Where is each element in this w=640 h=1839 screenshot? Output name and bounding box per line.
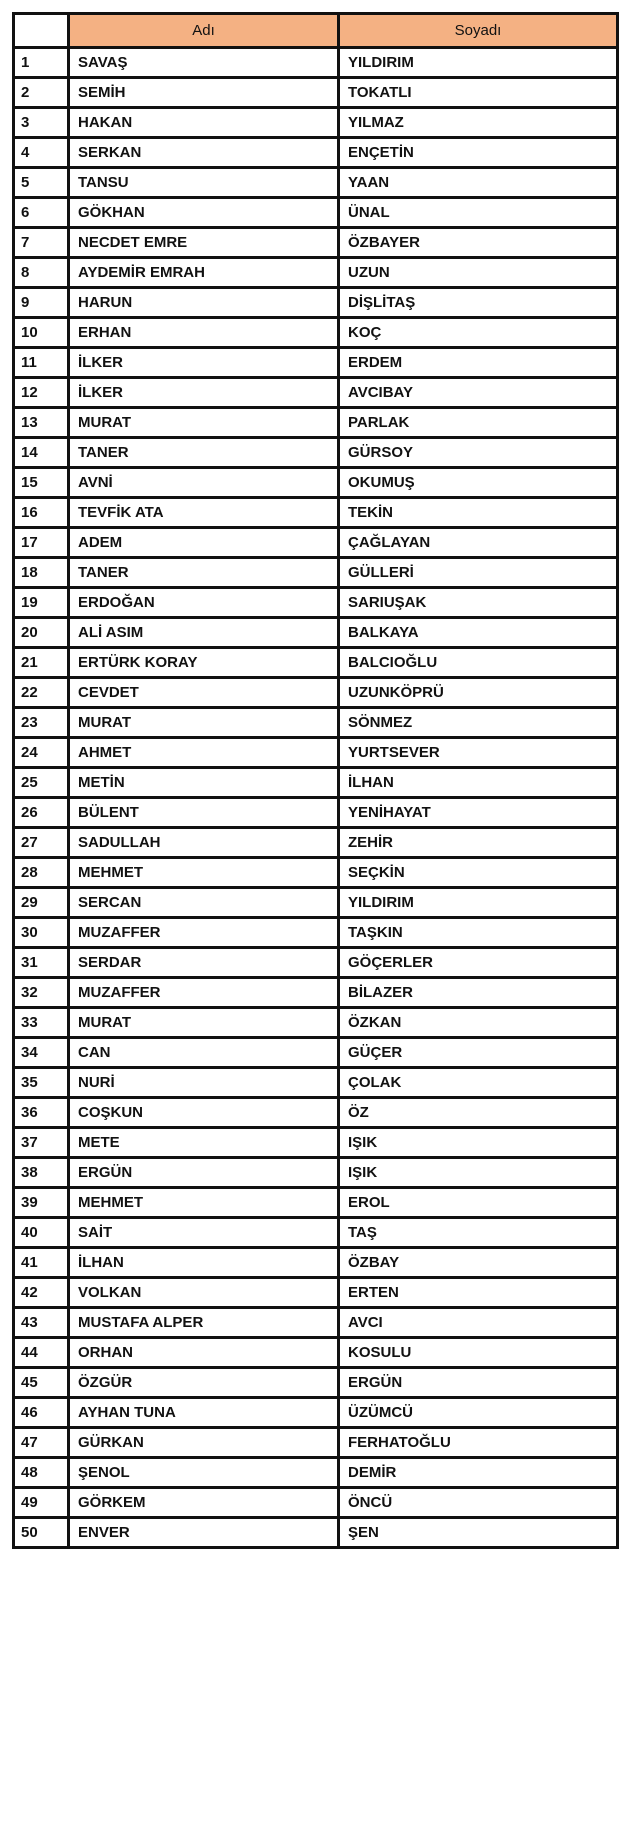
name-cell: MUSTAFA ALPER — [69, 1308, 339, 1338]
surname-cell: ERDEM — [339, 348, 618, 378]
table-row — [14, 1308, 618, 1338]
row-number-cell: 9 — [14, 288, 69, 318]
surname-cell: ERGÜN — [339, 1368, 618, 1398]
row-number-cell: 46 — [14, 1398, 69, 1428]
roster-table — [12, 12, 619, 1549]
surname-cell: ÖNCÜ — [339, 1488, 618, 1518]
surname-cell: IŞIK — [339, 1158, 618, 1188]
surname-cell: GÜLLERİ — [339, 558, 618, 588]
table-row — [14, 1428, 618, 1458]
roster-body — [14, 48, 618, 1548]
table-row — [14, 708, 618, 738]
surname-cell: GÜRSOY — [339, 438, 618, 468]
table-row — [14, 1458, 618, 1488]
surname-cell: YILMAZ — [339, 108, 618, 138]
surname-cell: UZUNKÖPRÜ — [339, 678, 618, 708]
surname-cell: BİLAZER — [339, 978, 618, 1008]
surname-cell: KOSULU — [339, 1338, 618, 1368]
name-cell: İLKER — [69, 378, 339, 408]
name-cell: SERKAN — [69, 138, 339, 168]
row-number-cell: 48 — [14, 1458, 69, 1488]
surname-cell: ÜZÜMCÜ — [339, 1398, 618, 1428]
name-cell: ERGÜN — [69, 1158, 339, 1188]
surname-cell: YAAN — [339, 168, 618, 198]
surname-cell: YURTSEVER — [339, 738, 618, 768]
row-number-cell: 12 — [14, 378, 69, 408]
row-number-cell: 49 — [14, 1488, 69, 1518]
table-row — [14, 348, 618, 378]
surname-cell: YILDIRIM — [339, 48, 618, 78]
name-cell: TANER — [69, 558, 339, 588]
row-number-cell: 31 — [14, 948, 69, 978]
name-cell: AVNİ — [69, 468, 339, 498]
name-cell: AYDEMİR EMRAH — [69, 258, 339, 288]
table-row — [14, 1248, 618, 1278]
table-row — [14, 1218, 618, 1248]
table-row — [14, 498, 618, 528]
row-number-cell: 6 — [14, 198, 69, 228]
surname-cell: ZEHİR — [339, 828, 618, 858]
table-row — [14, 168, 618, 198]
table-row — [14, 1398, 618, 1428]
table-row — [14, 618, 618, 648]
name-cell: SEMİH — [69, 78, 339, 108]
name-cell: MEHMET — [69, 1188, 339, 1218]
surname-cell: ÖZBAYER — [339, 228, 618, 258]
table-row — [14, 1278, 618, 1308]
table-row — [14, 948, 618, 978]
row-number-cell: 22 — [14, 678, 69, 708]
table-row — [14, 1188, 618, 1218]
row-number-cell: 20 — [14, 618, 69, 648]
row-number-cell: 37 — [14, 1128, 69, 1158]
row-number-cell: 7 — [14, 228, 69, 258]
surname-cell: TAŞ — [339, 1218, 618, 1248]
name-cell: ALİ ASIM — [69, 618, 339, 648]
name-cell: TEVFİK ATA — [69, 498, 339, 528]
row-number-cell: 39 — [14, 1188, 69, 1218]
name-cell: SADULLAH — [69, 828, 339, 858]
name-cell: ŞENOL — [69, 1458, 339, 1488]
row-number-cell: 29 — [14, 888, 69, 918]
name-cell: ORHAN — [69, 1338, 339, 1368]
table-row — [14, 378, 618, 408]
table-row — [14, 1128, 618, 1158]
table-row — [14, 798, 618, 828]
name-cell: ÖZGÜR — [69, 1368, 339, 1398]
surname-cell: ÖZBAY — [339, 1248, 618, 1278]
row-number-cell: 50 — [14, 1518, 69, 1548]
name-cell: AHMET — [69, 738, 339, 768]
table-row — [14, 1008, 618, 1038]
surname-cell: SARIUŞAK — [339, 588, 618, 618]
name-cell: VOLKAN — [69, 1278, 339, 1308]
table-row — [14, 1038, 618, 1068]
row-number-cell: 45 — [14, 1368, 69, 1398]
surname-cell: OKUMUŞ — [339, 468, 618, 498]
row-number-cell: 19 — [14, 588, 69, 618]
table-row — [14, 1518, 618, 1548]
surname-cell: YENİHAYAT — [339, 798, 618, 828]
row-number-cell: 17 — [14, 528, 69, 558]
surname-cell: TAŞKIN — [339, 918, 618, 948]
row-number-cell: 36 — [14, 1098, 69, 1128]
table-row — [14, 918, 618, 948]
name-cell: NURİ — [69, 1068, 339, 1098]
table-row — [14, 978, 618, 1008]
surname-cell: ÇOLAK — [339, 1068, 618, 1098]
row-number-cell: 44 — [14, 1338, 69, 1368]
name-cell: SERCAN — [69, 888, 339, 918]
table-row — [14, 438, 618, 468]
surname-cell: ERTEN — [339, 1278, 618, 1308]
table-row — [14, 738, 618, 768]
name-cell: MURAT — [69, 1008, 339, 1038]
table-row — [14, 768, 618, 798]
table-row — [14, 228, 618, 258]
table-row — [14, 588, 618, 618]
header-name-cell: Adı — [69, 14, 339, 48]
table-row — [14, 1338, 618, 1368]
name-cell: TANER — [69, 438, 339, 468]
row-number-cell: 8 — [14, 258, 69, 288]
surname-cell: TEKİN — [339, 498, 618, 528]
name-cell: HARUN — [69, 288, 339, 318]
surname-cell: İLHAN — [339, 768, 618, 798]
table-row — [14, 648, 618, 678]
surname-cell: SÖNMEZ — [339, 708, 618, 738]
table-row — [14, 1068, 618, 1098]
row-number-cell: 13 — [14, 408, 69, 438]
surname-cell: FERHATOĞLU — [339, 1428, 618, 1458]
name-cell: SERDAR — [69, 948, 339, 978]
table-row — [14, 468, 618, 498]
row-number-cell: 2 — [14, 78, 69, 108]
name-cell: NECDET EMRE — [69, 228, 339, 258]
row-number-cell: 24 — [14, 738, 69, 768]
table-row — [14, 858, 618, 888]
name-cell: MURAT — [69, 408, 339, 438]
row-number-cell: 1 — [14, 48, 69, 78]
name-cell: ENVER — [69, 1518, 339, 1548]
name-cell: ADEM — [69, 528, 339, 558]
table-row — [14, 1368, 618, 1398]
name-cell: HAKAN — [69, 108, 339, 138]
surname-cell: EROL — [339, 1188, 618, 1218]
row-number-cell: 21 — [14, 648, 69, 678]
table-row — [14, 288, 618, 318]
name-cell: MURAT — [69, 708, 339, 738]
surname-cell: YILDIRIM — [339, 888, 618, 918]
row-number-cell: 43 — [14, 1308, 69, 1338]
table-row — [14, 1488, 618, 1518]
name-cell: MUZAFFER — [69, 978, 339, 1008]
row-number-cell: 42 — [14, 1278, 69, 1308]
surname-cell: UZUN — [339, 258, 618, 288]
name-cell: İLHAN — [69, 1248, 339, 1278]
name-cell: SAİT — [69, 1218, 339, 1248]
surname-cell: KOÇ — [339, 318, 618, 348]
name-cell: ERDOĞAN — [69, 588, 339, 618]
table-row — [14, 48, 618, 78]
name-cell: MUZAFFER — [69, 918, 339, 948]
surname-cell: GÜÇER — [339, 1038, 618, 1068]
name-cell: İLKER — [69, 348, 339, 378]
table-row — [14, 138, 618, 168]
row-number-cell: 35 — [14, 1068, 69, 1098]
name-cell: METE — [69, 1128, 339, 1158]
table-row — [14, 108, 618, 138]
row-number-cell: 41 — [14, 1248, 69, 1278]
surname-cell: DİŞLİTAŞ — [339, 288, 618, 318]
row-number-cell: 3 — [14, 108, 69, 138]
table-row — [14, 528, 618, 558]
header-surname-cell: Soyadı — [339, 14, 618, 48]
row-number-cell: 40 — [14, 1218, 69, 1248]
row-number-cell: 15 — [14, 468, 69, 498]
row-number-cell: 25 — [14, 768, 69, 798]
row-number-cell: 28 — [14, 858, 69, 888]
name-cell: COŞKUN — [69, 1098, 339, 1128]
row-number-cell: 4 — [14, 138, 69, 168]
header-row — [14, 14, 618, 48]
surname-cell: BALCIOĞLU — [339, 648, 618, 678]
surname-cell: BALKAYA — [339, 618, 618, 648]
header-number-cell — [14, 14, 69, 48]
name-cell: METİN — [69, 768, 339, 798]
row-number-cell: 27 — [14, 828, 69, 858]
row-number-cell: 26 — [14, 798, 69, 828]
name-cell: GÖRKEM — [69, 1488, 339, 1518]
name-cell: GÜRKAN — [69, 1428, 339, 1458]
table-row — [14, 888, 618, 918]
table-row — [14, 408, 618, 438]
row-number-cell: 23 — [14, 708, 69, 738]
name-cell: ERHAN — [69, 318, 339, 348]
row-number-cell: 38 — [14, 1158, 69, 1188]
name-cell: TANSU — [69, 168, 339, 198]
row-number-cell: 10 — [14, 318, 69, 348]
table-row — [14, 1158, 618, 1188]
name-cell: CAN — [69, 1038, 339, 1068]
name-cell: MEHMET — [69, 858, 339, 888]
name-cell: GÖKHAN — [69, 198, 339, 228]
surname-cell: ÜNAL — [339, 198, 618, 228]
table-row — [14, 1098, 618, 1128]
row-number-cell: 47 — [14, 1428, 69, 1458]
surname-cell: TOKATLI — [339, 78, 618, 108]
row-number-cell: 18 — [14, 558, 69, 588]
row-number-cell: 33 — [14, 1008, 69, 1038]
row-number-cell: 16 — [14, 498, 69, 528]
name-cell: ERTÜRK KORAY — [69, 648, 339, 678]
table-row — [14, 258, 618, 288]
surname-cell: PARLAK — [339, 408, 618, 438]
surname-cell: ÖZKAN — [339, 1008, 618, 1038]
surname-cell: ÇAĞLAYAN — [339, 528, 618, 558]
surname-cell: AVCI — [339, 1308, 618, 1338]
row-number-cell: 32 — [14, 978, 69, 1008]
row-number-cell: 34 — [14, 1038, 69, 1068]
name-cell: AYHAN TUNA — [69, 1398, 339, 1428]
table-row — [14, 318, 618, 348]
name-cell: CEVDET — [69, 678, 339, 708]
row-number-cell: 30 — [14, 918, 69, 948]
name-cell: SAVAŞ — [69, 48, 339, 78]
row-number-cell: 14 — [14, 438, 69, 468]
surname-cell: ŞEN — [339, 1518, 618, 1548]
surname-cell: ÖZ — [339, 1098, 618, 1128]
surname-cell: ENÇETİN — [339, 138, 618, 168]
surname-cell: GÖÇERLER — [339, 948, 618, 978]
name-cell: BÜLENT — [69, 798, 339, 828]
table-row — [14, 828, 618, 858]
surname-cell: AVCIBAY — [339, 378, 618, 408]
surname-cell: SEÇKİN — [339, 858, 618, 888]
surname-cell: DEMİR — [339, 1458, 618, 1488]
surname-cell: IŞIK — [339, 1128, 618, 1158]
table-row — [14, 198, 618, 228]
row-number-cell: 5 — [14, 168, 69, 198]
table-row — [14, 678, 618, 708]
table-row — [14, 558, 618, 588]
table-row — [14, 78, 618, 108]
row-number-cell: 11 — [14, 348, 69, 378]
